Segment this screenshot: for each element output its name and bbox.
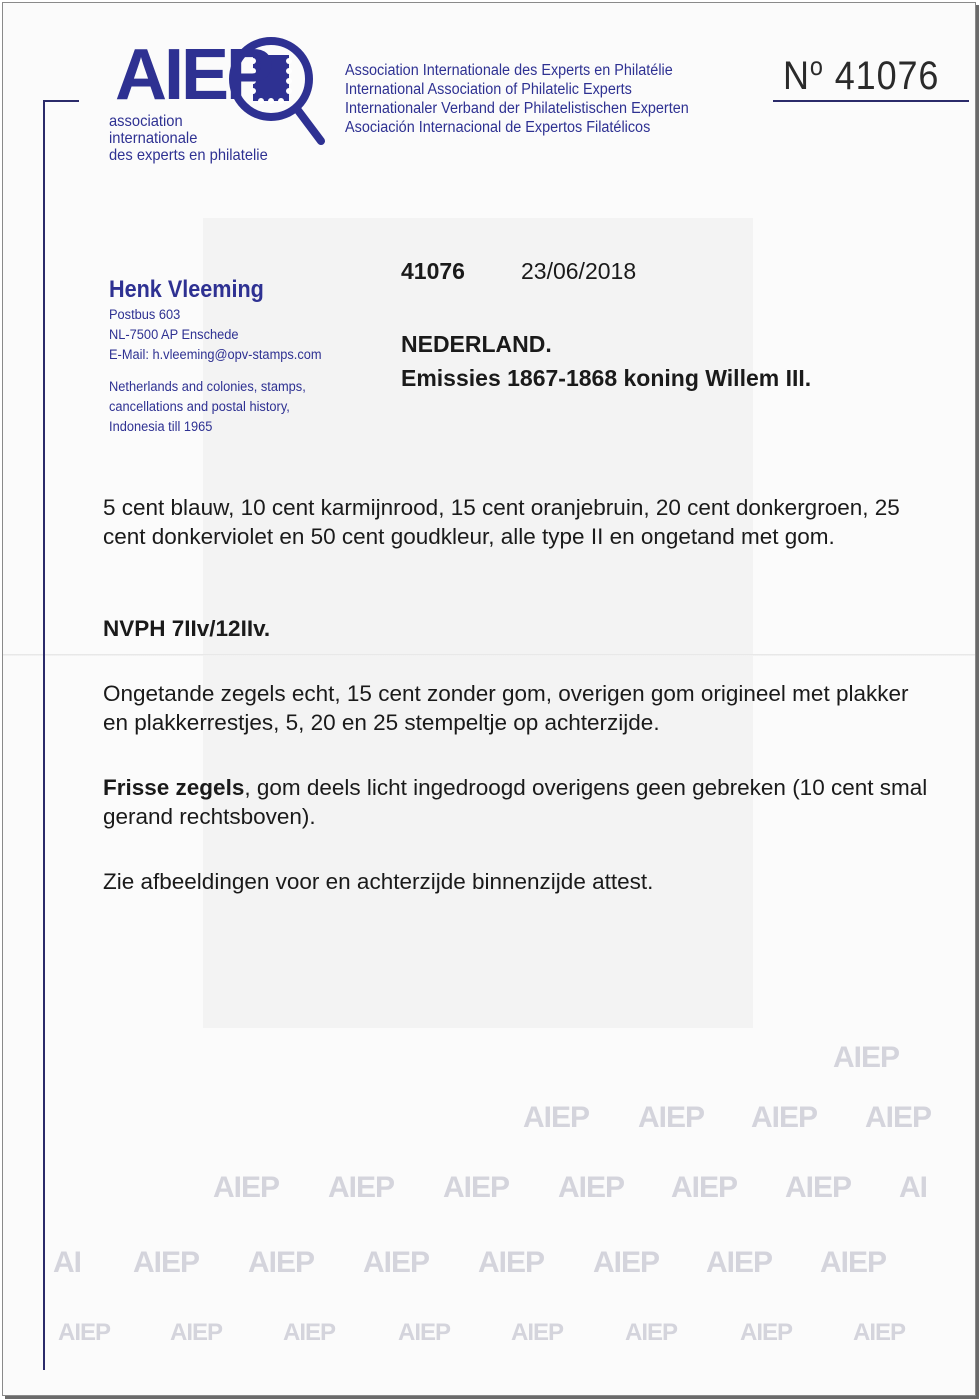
watermark-logo: AIEP [558,1171,625,1204]
watermark-logo: AIEP [213,1171,280,1204]
expert-email: E-Mail: h.vleeming@opv-stamps.com [109,347,322,362]
watermark-logo: AI [53,1246,81,1279]
frame-top-left-line [43,100,79,102]
certificate-page [2,2,976,1396]
watermark-logo: AIEP [363,1246,430,1279]
watermark-logo: AIEP [751,1101,818,1134]
frame-left-line [43,100,45,1370]
logo-subtitle-line: association [109,113,183,130]
expert-specialty-line: cancellations and postal history, [109,399,290,414]
number-prefix: N [783,54,810,98]
frame-top-right-line [773,100,969,102]
association-name-fr: Association Internationale des Experts en Philatélie [345,62,673,79]
expert-address-line: NL-7500 AP Enschede [109,327,239,342]
expert-name: Henk Vleeming [109,276,264,303]
certificate-number [783,51,939,99]
watermark-logo: AIEP [328,1171,395,1204]
number-value: 41076 [834,54,940,98]
association-names [345,61,689,137]
condition-rest: , gom deels licht ingedroogd overigens geen gebreken (10 cent smal gerand rechtsboven). [103,775,928,829]
watermark-logo: AI [899,1171,927,1204]
issue-title: Emissies 1867-1868 koning Willem III. [401,365,812,391]
watermark-logo: AIEP [625,1319,678,1346]
description-paragraph: 5 cent blauw, 10 cent karmijnrood, 15 cent oranjebruin, 20 cent donkergroen, 25 cent donkerviolet en 50 cent goudkleur, alle type II en ongetand met gom. [103,495,900,549]
logo-subtitle-line: internationale [109,130,198,147]
expert-block [109,275,333,437]
condition-bold: Frisse zegels [103,775,245,800]
watermark-logo: AIEP [785,1171,852,1204]
watermark-logo: AIEP [133,1246,200,1279]
association-name-de: Internationaler Verband der Philatelistischen Experten [345,100,689,117]
number-sup: o [809,51,824,81]
expert-address-line: Postbus 603 [109,307,181,322]
watermark-logo: AIEP [478,1246,545,1279]
watermark-logo: AIEP [638,1101,705,1134]
expert-specialty-line: Indonesia till 1965 [109,419,213,434]
watermark-logo: AIEP [170,1319,223,1346]
watermark-logo: AIEP [443,1171,510,1204]
condition-paragraph [103,773,933,831]
watermark-logo: AIEP [820,1246,887,1279]
expert-specialty-line: Netherlands and colonies, stamps, [109,379,306,394]
watermark-logo: AIEP [248,1246,315,1279]
watermark-logo: AIEP [283,1319,336,1346]
watermark-logo: AIEP [58,1319,111,1346]
catalogue-reference: NVPH 7IIv/12IIv. [103,616,271,641]
watermark-logo: AIEP [833,1041,900,1074]
opinion-paragraph: Ongetande zegels echt, 15 cent zonder gom, overigen gom origineel met plakker en plakkerrestjes, 5, 20 en 25 stempeltje op achterzijde. [103,681,909,735]
association-name-en: International Association of Philatelic Experts [345,81,632,98]
country-block [401,327,811,395]
logo-letters: AIEP [115,35,272,115]
watermark-logo: AIEP [523,1101,590,1134]
watermark-logo: AIEP [740,1319,793,1346]
association-name-es: Asociación Internacional de Expertos Filatélicos [345,119,651,136]
watermark-logo: AIEP [865,1101,932,1134]
watermark-logo: AIEP [511,1319,564,1346]
certificate-header [401,258,636,285]
logo-subtitle [109,113,268,164]
aiep-logo [99,23,329,173]
country-title: NEDERLAND. [401,331,552,357]
logo-subtitle-line: des experts en philatelie [109,147,268,164]
watermark-logo: AIEP [853,1319,906,1346]
header-cert-number: 41076 [401,258,465,284]
watermark-logo: AIEP [593,1246,660,1279]
note-paragraph: Zie afbeeldingen voor en achterzijde binnenzijde attest. [103,869,654,894]
watermark-logo: AIEP [671,1171,738,1204]
watermark-logo: AIEP [398,1319,451,1346]
watermark-logo: AIEP [706,1246,773,1279]
header-date: 23/06/2018 [521,258,637,284]
fold-line [3,654,975,656]
